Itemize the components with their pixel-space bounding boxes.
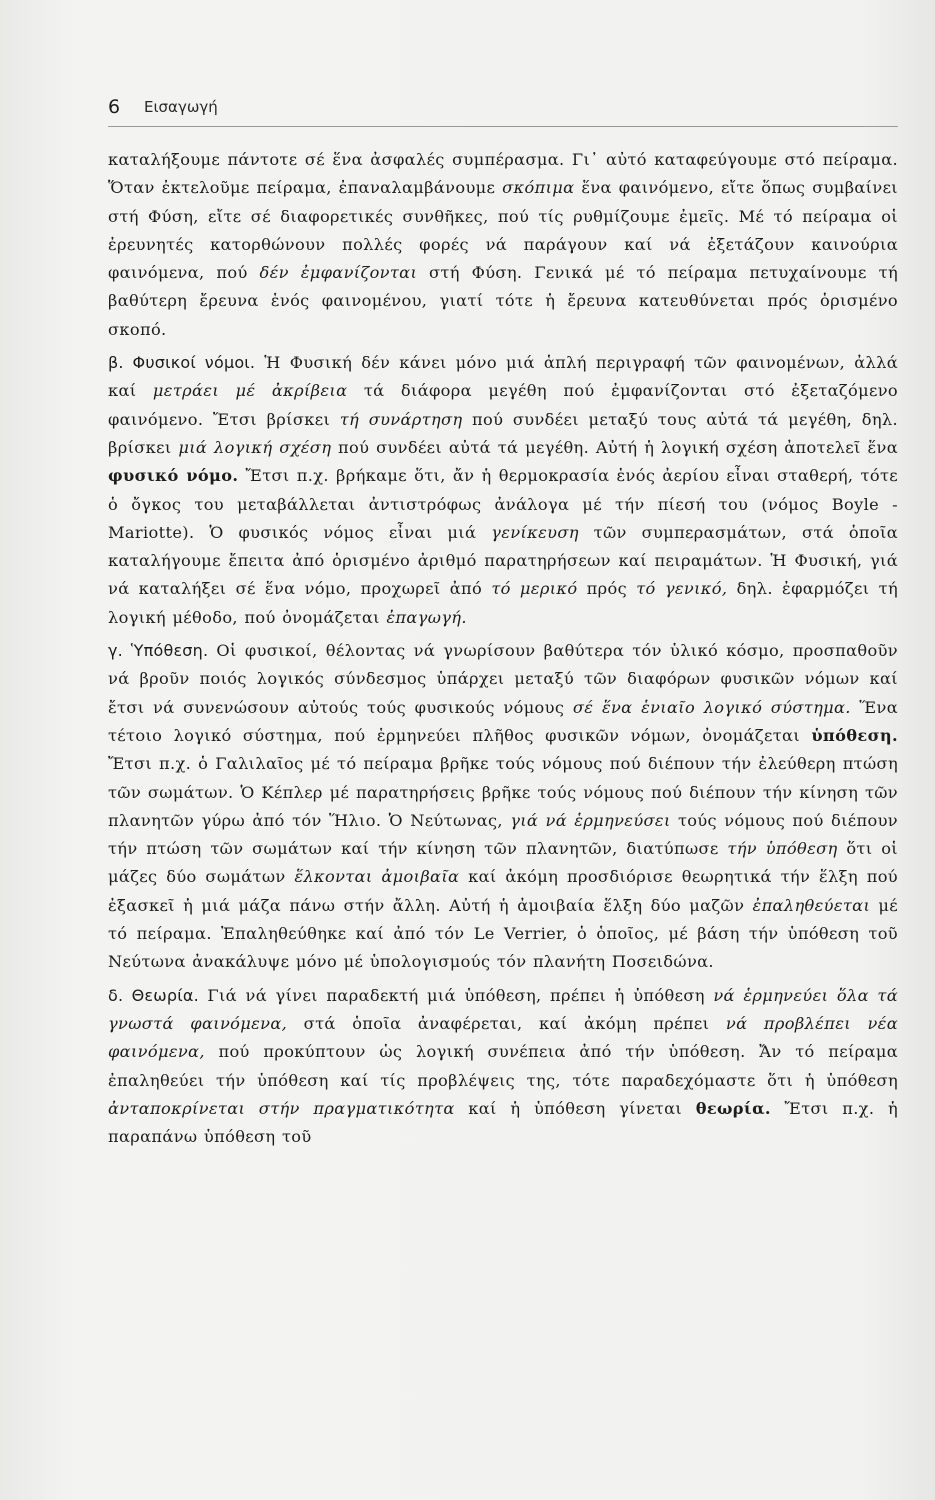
running-head: Εισαγωγή <box>144 98 218 116</box>
page-number: 6 <box>108 96 121 118</box>
page-header <box>108 96 898 127</box>
section-heading-hypothesis: γ. Ὑπόθεση. <box>108 641 209 661</box>
paragraph-theory: δ. Θεωρία. Γιά νά γίνει παραδεκτή μιά ὑπόθεση, πρέπει ἡ ὑπόθεση νά ἑρμηνεύει ὅλα τά γνωστά φαινόμενα, στά ὁποῖα ἀναφέρεται, καί ἀκόμη πρέπει νά προβλέπει νέα φαινόμενα, πού προκύπτουν ὡς λογική συνέπεια ἀπό τήν ὑπόθεση. Ἄν τό πείραμα ἐπαληθεύει τήν ὑπόθεση καί τίς προβλέψεις της, τότε παραδεχόμαστε ὅτι ἡ ὑπόθεση ἀνταποκρίνεται στήν πραγματικότητα καί ἡ ὑπόθεση γίνεται θεωρία. Ἔτσι π.χ. ἡ παραπάνω ὑπόθεση τοῦ <box>108 985 898 1147</box>
paragraph-experiment: καταλήξουμε πάντοτε σέ ἕνα ἀσφαλές συμπέρασμα. Γι᾽ αὐτό καταφεύγουμε στό πείραμα. Ὅταν ἐκτελοῦμε πείραμα, ἐπαναλαμβάνουμε σκόπιμα ἕνα φαινόμενο, εἴτε ὅπως συμβαίνει στή Φύση, εἴτε σέ διαφορετικές συνθῆκες, πού τίς ρυθμίζουμε ἐμεῖς. Μέ τό πείραμα οἱ ἐρευνητές κατορθώνουν πολλές φορές νά παράγουν καί νά ἐξετάζουν καινούρια φαινόμενα, πού δέν ἐμφανίζονται στή Φύση. Γενικά μέ τό πείραμα πετυχαίνουμε τή βαθύτερη ἔρευνα ἑνός φαινομένου, γιατί τότε ἡ ἔρευνα κατευθύνεται πρός ὁρισμένο σκοπό. <box>108 150 898 339</box>
paragraph-hypothesis: γ. Ὑπόθεση. Οἱ φυσικοί, θέλοντας νά γνωρίσουν βαθύτερα τόν ὑλικό κόσμο, προσπαθοῦν νά βροῦν ποιός λογικός σύνδεσμος ὑπάρχει μεταξύ τῶν διαφόρων φυσικῶν νόμων καί ἔτσι νά συνενώσουν αὐτούς τούς φυσικούς νόμους σέ ἕνα ἑνιαῖο λογικό σύστημα. Ἕνα τέτοιο λογικό σύστημα, πού ἑρμηνεύει πλῆθος φυσικῶν νόμων, ὀνομάζεται ὑπόθεση. Ἔτσι π.χ. ὁ Γαλιλαῖος μέ τό πείραμα βρῆκε τούς νόμους πού διέπουν τήν ἐλεύθερη πτώση τῶν σωμάτων. Ὁ Κέπλερ μέ παρατηρήσεις βρῆκε τούς νόμους πού διέπουν τήν κίνηση τῶν πλανητῶν γύρω ἀπό τόν Ἥλιο. Ὁ Νεύτωνας, γιά νά ἑρμηνεύσει τούς νόμους πού διέπουν τήν πτώση τῶν σωμάτων καί τήν κίνηση τῶν πλανητῶν, διατύπωσε τήν ὑπόθεση ὅτι οἱ μάζες δύο σωμάτων ἕλκονται ἀμοιβαῖα καί ἀκόμη προσδιόρισε θεωρητικά τήν ἕλξη πού ἐξασκεῖ ἡ μιά μάζα πάνω στήν ἄλλη. Αὐτή ἡ ἀμοιβαία ἕλξη δύο μαζῶν ἐπαληθεύεται μέ τό πείραμα. Ἐπαληθεύθηκε καί ἀπό τόν Le Verrier, ὁ ὁποῖος, μέ βάση τήν ὑπόθεση τοῦ Νεύτωνα ἀνακάλυψε μόνο μέ ὑπολογισμούς τόν πλανήτη Ποσειδώνα. <box>108 641 899 972</box>
paragraph-physical-laws: β. Φυσικοί νόμοι. Ἡ Φυσική δέν κάνει μόνο μιά ἁπλή περιγραφή τῶν φαινομένων, ἀλλά καί μετράει μέ ἀκρίβεια τά διάφορα μεγέθη πού ἐμφανίζονται στό ἐξεταζόμενο φαινόμενο. Ἔτσι βρίσκει τή συνάρτηση πού συνδέει μεταξύ τους αὐτά τά μεγέθη, δηλ. βρίσκει μιά λογική σχέση πού συνδέει αὐτά τά μεγέθη. Αὐτή ἡ λογική σχέση ἀποτελεῖ ἕνα φυσικό νόμο. Ἔτσι π.χ. βρήκαμε ὅτι, ἄν ἡ θερμοκρασία ἑνός ἀερίου εἶναι σταθερή, τότε ὁ ὄγκος του μεταβάλλεται ἀντιστρόφως ἀνάλογα μέ τήν πίεσή του (νόμος Boyle - Mariotte). Ὁ φυσικός νόμος εἶναι μιά γενίκευση τῶν συμπερασμάτων, στά ὁποῖα καταλήγουμε ἔπειτα ἀπό ὁρισμένο ἀριθμό παρατηρήσεων καί πειραμάτων. Ἡ Φυσική, γιά νά καταλήξει σέ ἕνα νόμο, προχωρεῖ ἀπό τό μερικό πρός τό γενικό, δηλ. ἐφαρμόζει τή λογική μέθοδο, πού ὀνομάζεται ἐπαγωγή. <box>108 353 899 627</box>
body-text <box>108 146 898 1151</box>
section-heading-laws: β. Φυσικοί νόμοι. <box>108 353 256 373</box>
section-heading-theory: δ. Θεωρία. <box>108 985 199 1005</box>
